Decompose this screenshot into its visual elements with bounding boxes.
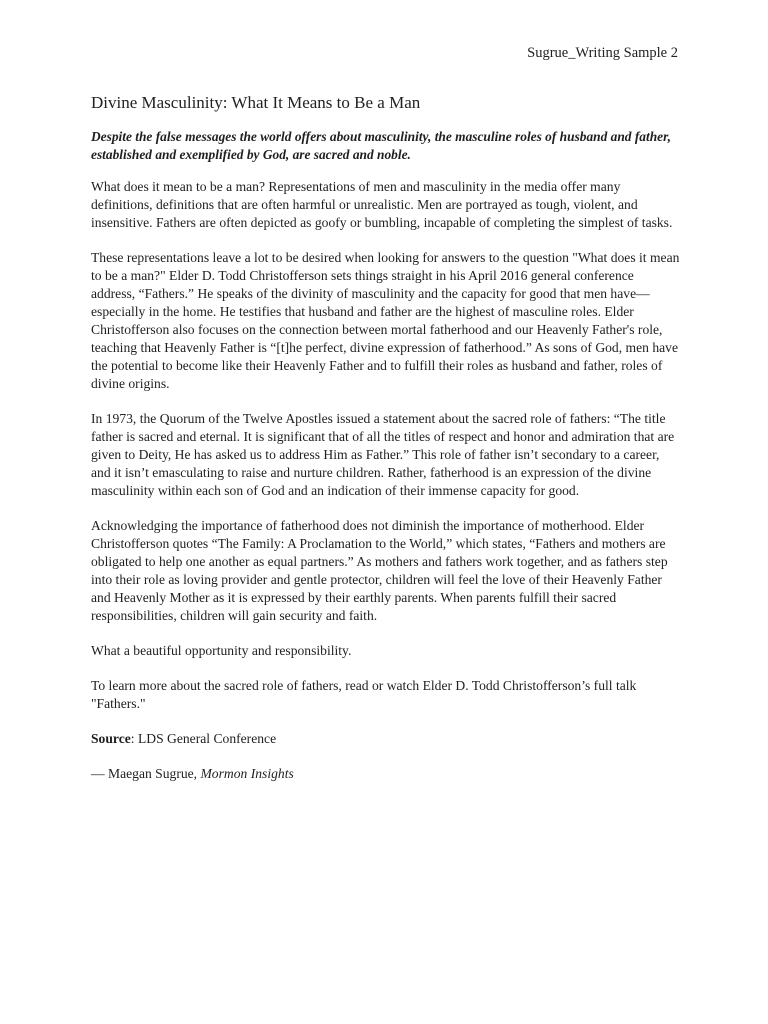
source-value: : LDS General Conference	[130, 731, 277, 746]
byline-publication: Mormon Insights	[200, 766, 294, 781]
running-header: Sugrue_Writing Sample 2	[527, 45, 678, 61]
source-line	[91, 730, 681, 748]
paragraph-1: What does it mean to be a man? Representations of men and masculinity in the media offer many definitions, definitions that are often harmful or unrealistic. Men are portrayed as tough, violent, and insensitive. Fathers are often depicted as goofy or bumbling, incapable of completing the simplest of tasks.	[91, 179, 673, 230]
source-label: Source	[91, 731, 131, 746]
paragraph-2: These representations leave a lot to be desired when looking for answers to the question "What does it mean to be a man?" Elder D. Todd Christofferson sets things straight in his April 2016 general conference address, “Fathers.” He speaks of the divinity of masculinity and the capacity for good that men have— especially in the home. He testifies that husband and father are the highest of masculine roles. Elder Christofferson also focuses on the connection between mortal fatherhood and our Heavenly Father's role, teaching that Heavenly Father is “[t]he perfect, divine expression of fatherhood.” As sons of God, men have the potential to become like their Heavenly Father and to fulfill their roles as husband and father, roles of divine origins.	[91, 250, 680, 391]
paragraph-6: To learn more about the sacred role of fathers, read or watch Elder D. Todd Christofferson’s full talk "Fathers."	[91, 678, 637, 711]
article-title: Divine Masculinity: What It Means to Be a Man	[91, 93, 421, 112]
article-body	[91, 92, 681, 800]
paragraph-3: In 1973, the Quorum of the Twelve Apostles issued a statement about the sacred role of fathers: “The title father is sacred and eternal. It is significant that of all the titles of respect and honor and admiration that are given to Deity, He has asked us to address Him as Father.” This role of father isn’t secondary to a career, and it isn’t emasculating to raise and nurture children. Rather, fatherhood is an expression of the divine masculinity within each son of God and an indication of their immense capacity for good.	[91, 411, 675, 498]
paragraph-5: What a beautiful opportunity and responsibility.	[91, 643, 352, 658]
paragraph-4: Acknowledging the importance of fatherhood does not diminish the importance of motherhood. Elder Christofferson quotes “The Family: A Proclamation to the World,” which states, “Fathers and mothers are obligated to help one another as equal partners.” As mothers and fathers work together, and as fathers step into their role as loving provider and gentle protector, children will feel the love of their Heavenly Father and Heavenly Mother as it is expressed by their earthly parents. When parents fulfill their sacred responsibilities, children will gain security and faith.	[91, 518, 668, 623]
article-lede: Despite the false messages the world offers about masculinity, the masculine roles of husband and father, established and exemplified by God, are sacred and noble.	[91, 129, 671, 162]
byline-author: — Maegan Sugrue,	[91, 766, 201, 781]
byline	[91, 765, 681, 783]
